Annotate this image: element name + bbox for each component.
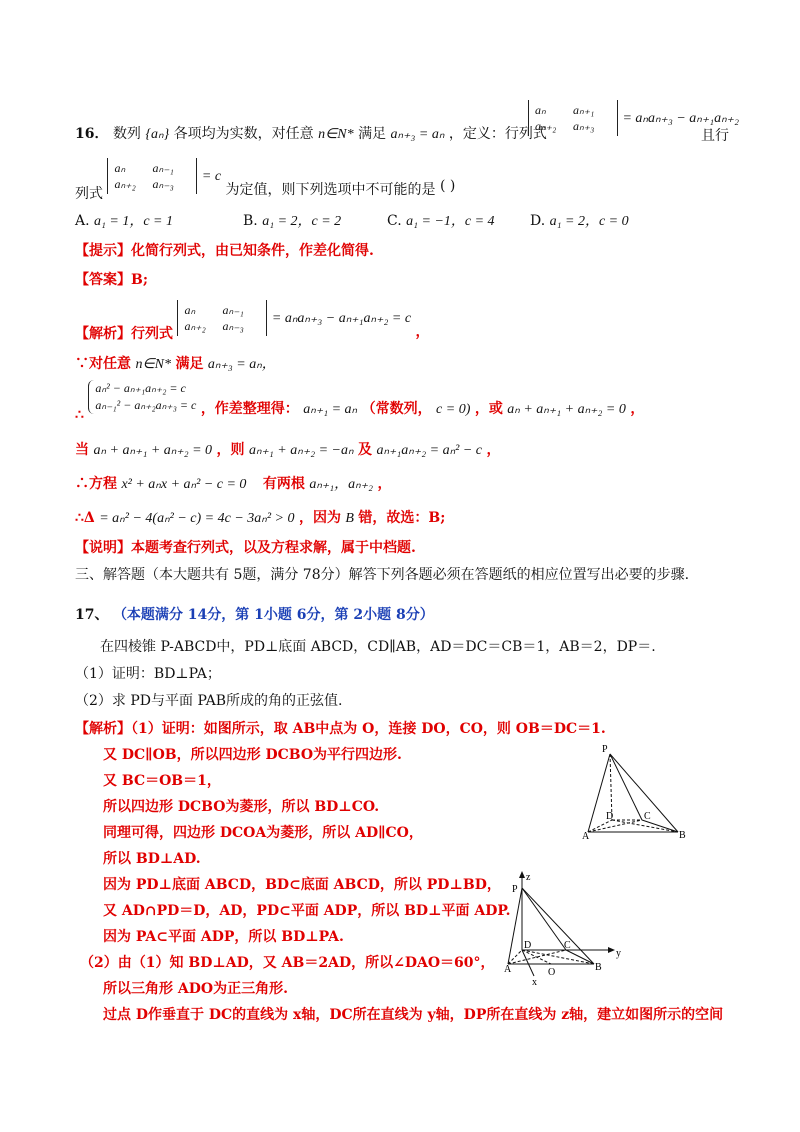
fig2-label-d: D <box>524 940 532 951</box>
delta-b: B <box>345 511 354 526</box>
system-eq2: aₙ₋₁² − aₙ₊₂aₙ₊₃ = c <box>95 398 197 412</box>
q17-sol-6: 因为 PD⊥底面 ABCD，BD⊂底面 ABCD，所以 PD⊥BD， <box>103 877 501 893</box>
pyramid-figure-2 <box>504 870 624 988</box>
q16-system-line <box>75 380 645 423</box>
q16-det2-expr: = c <box>201 169 222 184</box>
q17-score: （本题满分 14分，第 1小题 6分，第 2小题 8分） <box>112 607 434 623</box>
option-b[interactable] <box>243 211 341 232</box>
q16-stem-a: 数列 <box>112 126 141 142</box>
q16-because-line <box>75 354 276 375</box>
option-c[interactable] <box>387 211 495 232</box>
q16-stem-c: 满足 <box>358 126 387 142</box>
q17-part2: （2）求 PD与平面 PAB所成的角的正弦值. <box>75 693 343 709</box>
option-d[interactable] <box>530 211 629 232</box>
fig2-label-x: x <box>532 977 537 988</box>
solution-determinant: aₙ aₙ₋₁ aₙ₊₂ aₙ₋₃ <box>177 300 267 336</box>
q17-sol-7: 又 AD∩PD＝D，AD，PD⊂平面 ADP，所以 BD⊥平面 ADP. <box>103 903 511 919</box>
fig2-label-z: z <box>526 872 531 883</box>
then-expr2: aₙ₊₁aₙ₊₂ = aₙ² − c <box>376 443 483 458</box>
solution-comma: ， <box>415 324 430 340</box>
therefore-symbol: ∴ <box>75 407 84 423</box>
q16-stem-d: ，定义：行列式 <box>448 126 547 142</box>
q17-header <box>75 605 434 625</box>
because-expr: aₙ₊₃ = aₙ， <box>207 357 276 372</box>
because-text: ∵对任意 <box>75 356 131 372</box>
q16-line2 <box>75 158 456 202</box>
pyramid-figure-1 <box>582 742 692 840</box>
q17-part1: （1）证明：BD⊥PA； <box>75 666 221 682</box>
then-expr1: aₙ₊₁ + aₙ₊₂ = −aₙ <box>248 443 354 458</box>
delta-label: ∴Δ <box>75 510 95 526</box>
solution-label: 【解析】行列式 <box>75 326 173 342</box>
fig1-label-c: C <box>644 811 651 822</box>
q17-sol-3: 所以四边形 DCBO为菱形，所以 BD⊥CO. <box>103 799 380 815</box>
option-b-expr: a₁ = 2，c = 2 <box>262 214 342 229</box>
q16-number: 16． <box>75 126 109 142</box>
q17-sol-9: （2）由（1）知 BD⊥AD，又 AB＝2AD，所以∠DAO＝60°， <box>80 955 495 971</box>
equation-system <box>88 380 196 414</box>
fig2-label-c: C <box>564 940 571 951</box>
fig2-label-o: O <box>548 967 556 978</box>
diff-end: ， <box>630 401 645 417</box>
option-b-label: B. <box>243 213 258 229</box>
q17-sol-0: 【解析】（1）证明：如图所示，取 AB中点为 O，连接 DO，CO，则 OB＝DC＝1. <box>75 721 606 737</box>
fig1-label-a: A <box>582 831 590 840</box>
q16-def-expr: = aₙaₙ₊₃ − aₙ₊₁aₙ₊₂ <box>622 111 739 126</box>
then-text: ，则 <box>216 442 245 458</box>
because-n: n∈N* <box>135 357 171 372</box>
determinant-c: aₙ aₙ₋₁ aₙ₊₂ aₙ₋₃ <box>107 158 197 194</box>
delta-text: ，因为 <box>298 510 341 526</box>
determinant-definition: aₙ aₙ₊₁ aₙ₊₂ aₙ₊₃ <box>528 100 618 136</box>
fig1-label-p: P <box>602 744 608 755</box>
q17-sol-1: 又 DC∥OB，所以四边形 DCBO为平行四边形. <box>103 747 402 763</box>
q16-note: 【说明】本题考查行列式，以及方程求解，属于中档题. <box>75 540 416 556</box>
option-c-expr: a₁ = −1，c = 4 <box>406 214 495 229</box>
because-sat: 满足 <box>175 356 204 372</box>
option-c-label: C. <box>387 213 402 229</box>
q17-sol-10: 所以三角形 ADO为正三角形. <box>103 981 288 997</box>
fig1-label-d: D <box>606 811 614 822</box>
q17-sol-4: 同理可得，四边形 DCOA为菱形，所以 AD∥CO， <box>103 825 423 841</box>
diff-text: ，作差整理得： <box>200 401 299 417</box>
option-a[interactable] <box>75 211 173 232</box>
option-a-label: A. <box>75 213 90 229</box>
q16-stem-g: 为定值，则下列选项中不可能的是 <box>225 182 436 198</box>
fig2-label-y: y <box>616 948 621 959</box>
diff-expr2: aₙ + aₙ₊₁ + aₙ₊₂ = 0 <box>507 402 626 417</box>
solution-det-expr: = aₙaₙ₊₃ − aₙ₊₁aₙ₊₂ = c <box>271 311 412 326</box>
delta-expr: = aₙ² − 4(aₙ² − c) = 4c − 3aₙ² > 0 <box>99 511 295 526</box>
equation-expr: x² + aₙx + aₙ² − c = 0 <box>121 477 247 492</box>
q16-delta-line <box>75 508 445 529</box>
option-a-expr: a₁ = 1，c = 1 <box>94 214 173 229</box>
fig2-label-p: P <box>512 884 518 895</box>
q16-cond2: aₙ₊₃ = aₙ <box>390 127 445 142</box>
then-end: ， <box>486 442 501 458</box>
diff-or: ，或 <box>474 401 503 417</box>
q16-stem-e: 且行 <box>701 128 729 144</box>
section-3-heading: 三、解答题（本大题共有 5题，满分 78分）解答下列各题必须在答题纸的相应位置写出必要的步骤. <box>75 567 690 583</box>
q17-sol-5: 所以 BD⊥AD. <box>103 851 201 867</box>
fig2-label-b: B <box>595 962 602 973</box>
and-text: 及 <box>358 442 372 458</box>
fig2-label-a: A <box>504 964 512 975</box>
option-d-label: D. <box>530 213 546 229</box>
q16-line1 <box>75 124 547 145</box>
q16-stem-b: 各项均为实数，对任意 <box>173 126 314 142</box>
q17-number: 17、 <box>75 607 109 623</box>
q16-answer: 【答案】B; <box>75 272 149 288</box>
q16-when-line <box>75 440 500 461</box>
option-d-expr: a₁ = 2，c = 0 <box>549 214 629 229</box>
diff-expr1: aₙ₊₁ = aₙ <box>303 402 358 417</box>
when-text: 当 <box>75 442 89 458</box>
q17-sol-8: 因为 PA⊂平面 ADP，所以 BD⊥PA. <box>103 929 344 945</box>
q17-stem: 在四棱锥 P-ABCD中，PD⊥底面 ABCD，CD∥AB，AD＝DC＝CB＝1，AB＝2，DP＝. <box>100 639 656 655</box>
diff-const: （常数列， <box>361 401 432 417</box>
delta-end: 错，故选：B; <box>358 510 446 526</box>
q17-sol-2: 又 BC＝OB＝1， <box>103 773 221 789</box>
when-expr: aₙ + aₙ₊₁ + aₙ₊₂ = 0 <box>93 443 213 458</box>
roots-text: 有两根 <box>262 476 305 492</box>
q16-hint: 【提示】化简行列式，由已知条件，作差化简得. <box>75 243 374 259</box>
q16-cond1: n∈N* <box>318 127 354 142</box>
q16-seq: {aₙ} <box>145 127 170 142</box>
q16-equation-line <box>75 474 391 495</box>
roots-expr: aₙ₊₁，aₙ₊₂ <box>309 477 374 492</box>
system-eq1: aₙ² − aₙ₊₁aₙ₊₂ = c <box>95 381 186 395</box>
q16-paren: ( ) <box>439 178 456 194</box>
q16-stem-f: 列式 <box>75 186 103 202</box>
q17-sol-11: 过点 D作垂直于 DC的直线为 x轴，DC所在直线为 y轴，DP所在直线为 z轴，建立如图所示的空间 <box>103 1007 724 1023</box>
roots-end: ， <box>377 476 392 492</box>
q16-solution-line1 <box>75 300 430 342</box>
diff-c0: c = 0) <box>436 402 471 417</box>
fig1-label-b: B <box>679 830 686 840</box>
equation-label: ∴方程 <box>75 476 117 492</box>
